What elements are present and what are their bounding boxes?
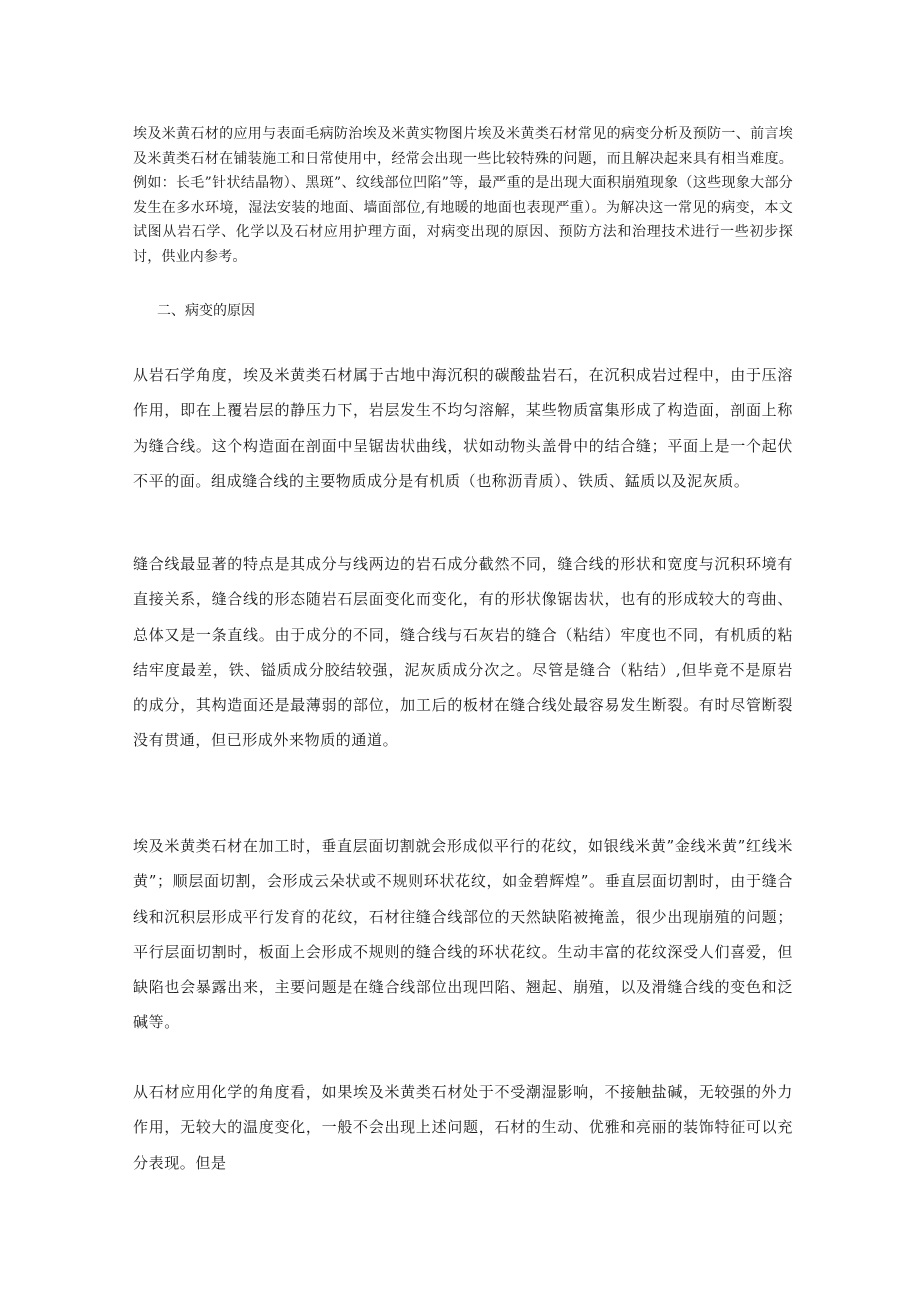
intro-paragraph: 埃及米黄石材的应用与表面毛病防治埃及米黄实物图片埃及米黄类石材常见的病变分析及预防一、前言埃及米黄类石材在铺装施工和日常使用中，经常会出现一些比较特殊的问题，而且解决起来具有相当难度。例如：长毛”针状结晶物）、黑斑”、纹线部位凹陷”等，最严重的是出现大面积崩殖现象（这些现象大部分发生在多水环境，湿法安装的地面、墙面部位,有地暖的地面也表现严重）。为解决这一常见的病变，本文试图从岩石学、化学以及石材应用护理方面，对病变出现的原因、预防方法和治理技术进行一些初步探讨，供业内参考。: [133, 126, 793, 265]
body-paragraph: 从石材应用化学的角度看，如果埃及米黄类石材处于不受潮湿影响，不接触盐碱，无较强的外力作用，无较大的温度变化，一般不会出现上述问题，石材的生动、优雅和亮丽的装饰特征可以充分表现。但是: [133, 1083, 793, 1172]
body-paragraph: 从岩石学角度，埃及米黄类石材属于古地中海沉积的碳酸盐岩石，在沉积成岩过程中，由于压溶作用，即在上覆岩层的静压力下，岩层发生不均匀溶解，某些物质富集形成了构造面，剖面上称为缝合线。这个构造面在剖面中呈锯齿状曲线，状如动物头盖骨中的结合缝；平面上是一个起伏不平的面。组成缝合线的主要物质成分是有机质（也称沥青质）、铁质、錳质以及泥灰质。: [133, 366, 793, 490]
body-paragraph: 埃及米黄类石材在加工时，垂直层面切割就会形成似平行的花纹，如银线米黄”金线米黄”红线米黄”；顺层面切割，会形成云朵状或不规则环状花纹，如金碧辉煌”。垂直层面切割时，由于缝合线和沉积层形成平行发育的花纹，石材往缝合线部位的天然缺陷被掩盖，很少出现崩殖的问题；平行层面切割时，板面上会形成不规则的缝合线的环状花纹。生动丰富的花纹深受人们喜爱，但缺陷也会暴露出来，主要问题是在缝合线部位出现凹陷、翘起、崩殖，以及滑缝合线的变色和泛碱等。: [133, 837, 793, 1032]
section-heading: 二、病变的原因: [157, 303, 255, 319]
body-paragraph: 缝合线最显著的特点是其成分与线两边的岩石成分截然不同，缝合线的形状和宽度与沉积环境有直接关系，缝合线的形态随岩石层面变化而变化，有的形状像锯齿状，也有的形成较大的弯曲、总体又是一条直线。由于成分的不同，缝合线与石灰岩的缝合（粘结）牢度也不同，有机质的粘结牢度最差，铁、镒质成分胶结较强，泥灰质成分次之。尽管是缝合（粘结）,但毕竟不是原岩的成分，其构造面还是最薄弱的部位，加工后的板材在缝合线处最容易发生断裂。有时尽管断裂没有贯通，但已形成外来物质的通道。: [133, 555, 793, 750]
